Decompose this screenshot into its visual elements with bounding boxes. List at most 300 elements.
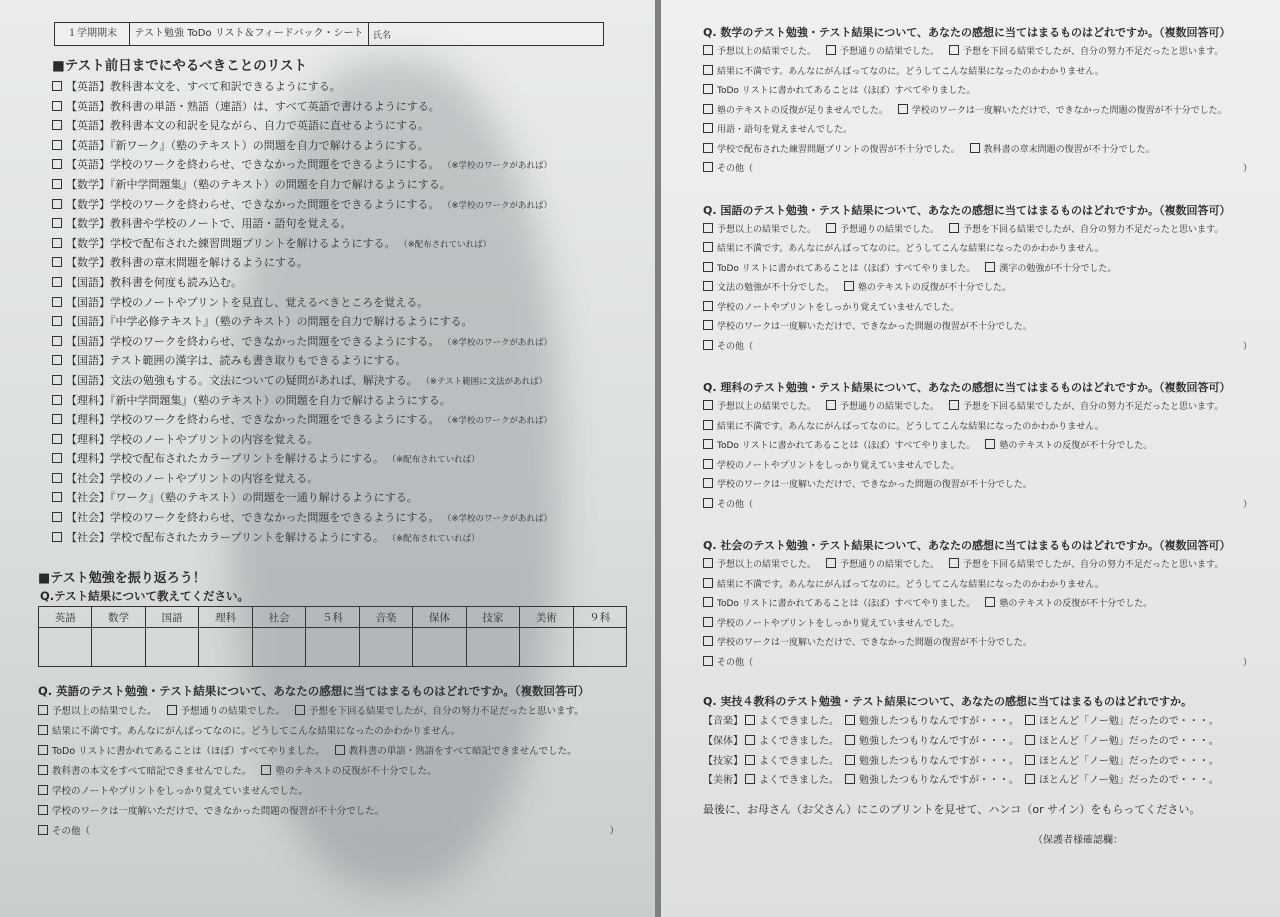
option-text: ToDo リストに書かれてあることは（ほぼ）すべてやりました。 (717, 599, 976, 609)
checkbox[interactable] (52, 355, 62, 365)
checkbox[interactable] (1025, 715, 1035, 725)
option-line (703, 279, 1260, 299)
closing-instruction: 最後に、お母さん（お父さん）にこのプリントを見せて、ハンコ（or サイン）をもらってください。 (703, 803, 1201, 817)
option-text: 教科書の単語・熟語をすべて暗記できませんでした。 (348, 746, 577, 758)
option-line (703, 398, 1260, 418)
option-text: 塾のテキストの反復が不十分でした。 (999, 441, 1153, 451)
checkbox[interactable] (703, 439, 713, 449)
checkbox[interactable] (703, 400, 713, 410)
score-cell[interactable] (39, 628, 92, 667)
arts-option-nostudy (1025, 716, 1219, 727)
option-line (38, 762, 627, 782)
arts-question-title: Q. 実技４教科のテスト勉強・テスト結果について、あなたの感想に当てはまるものはどれですか。 (703, 695, 1193, 708)
option-text: ほとんど「ノー勉」だったので・・・。 (1039, 735, 1219, 747)
option-text: 結果に不満です。あんなにがんばってなのに。どうしてこんな結果になったのかわかりません。 (717, 66, 1104, 77)
checkbox[interactable] (1025, 735, 1035, 745)
option-line (38, 702, 627, 722)
social-question-title: Q. 社会のテスト勉強・テスト結果について、あなたの感想に当てはまるものはどれですか。（複数回答可） (703, 539, 1231, 552)
checkbox[interactable] (52, 453, 62, 463)
option-text: 勉強したつもりなんですが・・・。 (859, 735, 1019, 747)
todo-item-text: 【数学】教科書や学校のノートで、用語・語句を覚える。 (66, 217, 352, 231)
checkbox[interactable] (703, 478, 713, 488)
other-close-paren: ） (1242, 657, 1252, 668)
checkbox[interactable] (826, 558, 836, 568)
option-line (703, 299, 1260, 319)
option-line (703, 496, 1260, 516)
other-close-paren: ） (1242, 341, 1252, 352)
todo-item (52, 234, 627, 254)
option-line (703, 338, 1260, 358)
japanese-question-title: Q. 国語のテスト勉強・テスト結果について、あなたの感想に当てはまるものはどれですか。（複数回答可） (703, 203, 1231, 217)
score-cell[interactable] (573, 628, 626, 667)
arts-option-good (745, 712, 845, 732)
todo-item-text: 【英語】『新ワーク』（塾のテキスト）の問題を自力で解けるようにする。 (66, 138, 429, 152)
arts-question (703, 693, 1260, 791)
option-line (703, 318, 1260, 338)
checkbox[interactable] (703, 558, 713, 568)
option-text: ToDo リストに書かれてあることは（ほぼ）すべてやりました。 (717, 263, 976, 274)
arts-subject: 【保体】 (703, 735, 743, 747)
subject-header: ５科 (306, 607, 359, 628)
option-text: その他（ (717, 164, 754, 174)
checkbox[interactable] (703, 498, 713, 508)
right-page (661, 0, 1280, 917)
todo-item-note: （※テスト範囲に文法があれば） (421, 376, 548, 387)
arts-subject: 【音楽】 (703, 716, 743, 727)
checkbox[interactable] (826, 223, 836, 233)
checkbox[interactable] (985, 597, 995, 607)
todo-item-note: （※学校のワークがあれば） (442, 514, 552, 525)
option-line (703, 141, 1260, 161)
option-text: 学校のワークは一度解いただけで、できなかった問題の復習が不十分でした。 (717, 480, 1032, 490)
todo-item-text: 【理科】『新中学問題集』（塾のテキスト）の問題を自力で解けるようにする。 (66, 393, 451, 407)
subject-header: 英語 (39, 607, 92, 628)
name-label: 氏名 (373, 30, 392, 41)
checkbox[interactable] (745, 774, 755, 784)
checkbox[interactable] (703, 420, 713, 430)
todo-item-text: 【理科】学校のノートやプリントの内容を覚える。 (66, 432, 319, 446)
todo-item-text: 【国語】教科書を何度も読み込む。 (66, 275, 242, 289)
arts-options (703, 712, 1260, 791)
todo-item-text: 【英語】教科書の単語・熟語（連語）は、すべて英語で書けるようにする。 (66, 99, 440, 113)
subject-header: 国語 (145, 607, 198, 628)
review-section-title: ■テスト勉強を振り返ろう！ (38, 571, 206, 587)
option-line (703, 576, 1260, 596)
option-line (703, 43, 1260, 63)
checkbox[interactable] (703, 143, 713, 153)
checkbox[interactable] (703, 301, 713, 311)
checkbox[interactable] (52, 414, 62, 424)
checkbox[interactable] (949, 558, 959, 568)
scores-table (38, 606, 627, 667)
checkbox[interactable] (52, 492, 62, 502)
checkbox[interactable] (703, 262, 713, 272)
todo-item-text: 【社会】学校で配布されたカラープリントを解けるようにする。 (66, 530, 385, 544)
todo-item-note: （※学校のワークがあれば） (442, 416, 552, 427)
todo-item (52, 391, 627, 411)
checkbox[interactable] (745, 735, 755, 745)
option-line (703, 221, 1260, 241)
option-text: 学校のワークは一度解いただけで、できなかった問題の復習が不十分でした。 (717, 638, 1032, 648)
japanese-question (703, 202, 1260, 358)
parent-sign-text: （保護者様確認欄： (1033, 835, 1123, 847)
math-question-title: Q. 数学のテスト勉強・テスト結果について、あなたの感想に当てはまるものはどれですか。（複数回答可） (703, 26, 1231, 39)
checkbox[interactable] (38, 805, 48, 815)
option-text: ToDo リストに書かれてあることは（ほぼ）すべてやりました。 (717, 441, 976, 451)
todo-item-note: （※学校のワークがあれば） (442, 161, 552, 172)
subject-header: 数学 (92, 607, 145, 628)
option-text: 結果に不満です。あんなにがんばってなのに。どうしてこんな結果になったのかわかりません。 (52, 726, 461, 738)
checkbox[interactable] (745, 755, 755, 765)
option-line (703, 437, 1260, 457)
arts-option-good (745, 732, 845, 752)
scores-header-row (39, 607, 627, 628)
todo-item-text: 【理科】学校のワークを終わらせ、できなかった問題をできるようにする。 (66, 413, 440, 427)
option-text: その他（ (717, 499, 754, 510)
todo-item (52, 253, 627, 273)
checkbox[interactable] (703, 65, 713, 75)
todo-item-text: 【国語】文法の勉強もする。文法についての疑問があれば、解決する。 (66, 373, 418, 387)
option-text: よくできました。 (759, 735, 839, 747)
scores-question: Q.テスト結果について教えてください。 (40, 589, 249, 604)
checkbox[interactable] (38, 745, 48, 755)
option-text: 予想を下回る結果でしたが、自分の努力不足だったと思います。 (963, 224, 1224, 235)
checkbox[interactable] (295, 705, 305, 715)
checkbox[interactable] (703, 123, 713, 133)
todo-item-text: 【英語】教科書本文を、すべて和訳できるようにする。 (66, 80, 341, 93)
option-text: 結果に不満です。あんなにがんばってなのに。どうしてこんな結果になったのかわかりません。 (717, 421, 1104, 432)
option-text: 塾のテキストの反復が不十分でした。 (858, 283, 1011, 293)
option-line (703, 615, 1260, 635)
todo-item-text: 【数学】教科書の章末問題を解けるようにする。 (66, 256, 308, 270)
option-text: 塾のテキストの反復が足りませんでした。 (717, 105, 888, 116)
subject-header: 社会 (252, 607, 305, 628)
todo-item-text: 【国語】テスト範囲の漢字は、読みも書き取りもできるようにする。 (66, 354, 407, 368)
option-text: 結果に不満です。あんなにがんばってなのに。どうしてこんな結果になったのかわかりません。 (717, 579, 1104, 590)
todo-item-text: 【国語】学校のノートやプリントを見直し、覚えるべきところを覚える。 (66, 295, 429, 309)
science-options (703, 398, 1260, 515)
checkbox[interactable] (844, 281, 854, 291)
term-label: １学期期末 (55, 23, 130, 45)
checkbox[interactable] (52, 336, 62, 346)
score-cell[interactable] (520, 628, 573, 667)
option-text: 学校のノートやプリントをしっかり覚えていませんでした。 (52, 786, 308, 798)
option-line (38, 822, 627, 842)
todo-item (52, 351, 627, 371)
checkbox[interactable] (845, 735, 855, 745)
checkbox[interactable] (38, 705, 48, 715)
scores-input-row (39, 628, 627, 667)
option-line (703, 634, 1260, 654)
sheet-title: テスト勉強 ToDo リスト＆フィードバック・シート (130, 23, 369, 45)
checkbox[interactable] (52, 375, 62, 385)
score-cell[interactable] (359, 628, 412, 667)
option-text: 勉強したつもりなんですが・・・。 (859, 755, 1019, 767)
option-text: ほとんど「ノー勉」だったので・・・。 (1039, 716, 1219, 727)
checkbox[interactable] (52, 297, 62, 307)
todo-item-text: 【数学】学校で配布された練習問題プリントを解けるようにする。 (66, 236, 396, 250)
todo-item-note: （※学校のワークがあれば） (442, 200, 552, 211)
checkbox[interactable] (703, 636, 713, 646)
checkbox[interactable] (703, 597, 713, 607)
todo-item (52, 116, 627, 136)
checkbox[interactable] (703, 281, 713, 291)
arts-subject: 【技家】 (703, 755, 743, 767)
option-text: 教科書の章末問題の復習が不十分でした。 (983, 144, 1155, 155)
option-text: ToDo リストに書かれてあることは（ほぼ）すべてやりました。 (52, 746, 325, 758)
todo-item (52, 508, 627, 528)
arts-row (703, 712, 1260, 732)
option-text: よくできました。 (759, 716, 839, 727)
arts-option-tried (845, 732, 1025, 752)
checkbox[interactable] (985, 262, 995, 272)
checkbox[interactable] (261, 765, 271, 775)
social-question (703, 537, 1260, 673)
option-line (703, 595, 1260, 615)
checkbox[interactable] (703, 242, 713, 252)
option-text: 予想以上の結果でした。 (717, 560, 817, 570)
checkbox[interactable] (703, 320, 713, 330)
option-text: 漢字の勉強が不十分でした。 (999, 263, 1117, 274)
option-line (703, 457, 1260, 477)
arts-subject: 【美術】 (703, 775, 743, 787)
option-line (703, 240, 1260, 260)
checkbox[interactable] (52, 101, 62, 111)
checkbox[interactable] (1025, 774, 1035, 784)
todo-item-note: （※配布されていれば） (387, 533, 480, 544)
option-text: 教科書の本文をすべて暗記できませんでした。 (52, 766, 252, 778)
option-text: その他（ (52, 826, 91, 838)
checkbox[interactable] (52, 512, 62, 522)
math-options (703, 43, 1260, 180)
checkbox[interactable] (703, 223, 713, 233)
arts-option-nostudy (1025, 736, 1219, 747)
arts-option-tried (845, 712, 1025, 732)
checkbox[interactable] (845, 774, 855, 784)
todo-item-text: 【数学】学校のワークを終わらせ、できなかった問題をできるようにする。 (66, 197, 440, 211)
checkbox[interactable] (52, 238, 62, 248)
option-line (38, 722, 627, 742)
option-line (38, 782, 627, 802)
todo-item (52, 214, 627, 234)
todo-list (52, 77, 627, 547)
todo-item-text: 【国語】学校のワークを終わらせ、できなかった問題をできるようにする。 (66, 334, 440, 348)
checkbox[interactable] (52, 316, 62, 326)
checkbox[interactable] (52, 81, 62, 91)
checkbox[interactable] (703, 617, 713, 627)
option-text: 予想を下回る結果でしたが、自分の努力不足だったと思います。 (963, 560, 1224, 570)
subject-header: 理科 (199, 607, 252, 628)
todo-item (52, 528, 627, 548)
checkbox[interactable] (52, 199, 62, 209)
checkbox[interactable] (52, 120, 62, 130)
option-line (703, 556, 1260, 576)
option-text: 塾のテキストの反復が不十分でした。 (999, 599, 1153, 609)
todo-item (52, 469, 627, 489)
option-text: 学校のワークは一度解いただけで、できなかった問題の復習が不十分でした。 (717, 322, 1032, 332)
todo-item (52, 488, 627, 508)
score-cell[interactable] (413, 628, 466, 667)
option-text: 用語・語句を覚えませんでした。 (717, 125, 853, 135)
option-text: 予想を下回る結果でしたが、自分の努力不足だったと思います。 (309, 706, 584, 718)
option-text: 勉強したつもりなんですが・・・。 (859, 716, 1019, 727)
option-text: 学校のワークは一度解いただけで、できなかった問題の復習が不十分でした。 (911, 105, 1227, 116)
checkbox[interactable] (970, 143, 980, 153)
checkbox[interactable] (703, 656, 713, 666)
checkbox[interactable] (52, 434, 62, 444)
todo-item-text: 【社会】学校のワークを終わらせ、できなかった問題をできるようにする。 (66, 511, 440, 525)
checkbox[interactable] (826, 400, 836, 410)
option-text: 予想を下回る結果でしたが、自分の努力不足だったと思います。 (963, 402, 1224, 412)
checkbox[interactable] (52, 395, 62, 405)
checkbox[interactable] (985, 439, 995, 449)
option-text: 予想以上の結果でした。 (52, 706, 157, 718)
todo-item (52, 410, 627, 430)
option-text: 勉強したつもりなんですが・・・。 (859, 775, 1019, 787)
arts-option-nostudy (1025, 775, 1219, 786)
arts-row (703, 732, 1260, 752)
checkbox[interactable] (703, 340, 713, 350)
todo-item-note: （※学校のワークがあれば） (442, 337, 552, 348)
option-text: よくできました。 (759, 755, 839, 767)
todo-item (52, 175, 627, 195)
todo-item (52, 293, 627, 313)
checkbox[interactable] (703, 459, 713, 469)
todo-item (52, 77, 627, 97)
checkbox[interactable] (52, 140, 62, 150)
todo-item (52, 449, 627, 469)
todo-item-text: 【社会】学校のノートやプリントの内容を覚える。 (66, 471, 319, 485)
option-text: 文法の勉強が不十分でした。 (717, 283, 835, 293)
todo-item-text: 【英語】教科書本文の和訳を見ながら、自力で英語に直せるようにする。 (66, 119, 429, 133)
checkbox[interactable] (52, 257, 62, 267)
subject-header: 音楽 (359, 607, 412, 628)
checkbox[interactable] (898, 104, 908, 114)
checkbox[interactable] (38, 765, 48, 775)
checkbox[interactable] (703, 45, 713, 55)
score-cell[interactable] (306, 628, 359, 667)
checkbox[interactable] (703, 104, 713, 114)
parent-sign-label (1033, 831, 1260, 846)
option-text: 予想以上の結果でした。 (717, 224, 817, 235)
checkbox[interactable] (52, 179, 62, 189)
social-options (703, 556, 1260, 673)
option-text: 予想通りの結果でした。 (840, 560, 940, 570)
science-question-title: Q. 理科のテスト勉強・テスト結果について、あなたの感想に当てはまるものはどれですか。（複数回答可） (703, 381, 1231, 394)
option-line (703, 63, 1260, 83)
english-question-title: Q. 英語のテスト勉強・テスト結果について、あなたの感想に当てはまるものはどれですか。（複数回答可） (38, 684, 590, 699)
checkbox[interactable] (1025, 755, 1035, 765)
option-line (703, 260, 1260, 280)
checkbox[interactable] (845, 715, 855, 725)
subject-header: 美術 (520, 607, 573, 628)
todo-item (52, 332, 627, 352)
score-cell[interactable] (252, 628, 305, 667)
checkbox[interactable] (949, 400, 959, 410)
todo-item (52, 371, 627, 391)
english-question (38, 683, 627, 842)
option-text: よくできました。 (759, 775, 839, 787)
score-cell[interactable] (199, 628, 252, 667)
todo-item (52, 312, 627, 332)
option-text: 予想通りの結果でした。 (180, 706, 286, 718)
option-text: 予想通りの結果でした。 (840, 224, 940, 235)
checkbox[interactable] (826, 45, 836, 55)
option-line (703, 121, 1260, 141)
option-text: 学校のワークは一度解いただけで、できなかった問題の復習が不十分でした。 (52, 806, 385, 818)
todo-item-text: 【国語】『中学必修テキスト』（塾のテキスト）の問題を自力で解けるようにする。 (66, 315, 473, 329)
checkbox[interactable] (52, 159, 62, 169)
checkbox[interactable] (38, 785, 48, 795)
option-text: 学校で配布された練習問題プリントの復習が不十分でした。 (717, 144, 960, 155)
option-text: ほとんど「ノー勉」だったので・・・。 (1039, 755, 1219, 767)
todo-item (52, 97, 627, 117)
arts-option-good (745, 752, 845, 772)
arts-option-tried (845, 771, 1025, 791)
option-text: 学校のノートやプリントをしっかり覚えていませんでした。 (717, 302, 960, 313)
option-line (703, 476, 1260, 496)
score-cell[interactable] (466, 628, 519, 667)
option-text: 塾のテキストの反復が不十分でした。 (275, 766, 437, 778)
arts-option-good (745, 771, 845, 791)
option-line (38, 802, 627, 822)
option-text: その他（ (717, 657, 754, 668)
arts-row (703, 771, 1260, 791)
japanese-options (703, 221, 1260, 358)
checkbox[interactable] (38, 725, 48, 735)
option-text: ほとんど「ノー勉」だったので・・・。 (1039, 775, 1219, 787)
subject-header: ９科 (573, 607, 626, 628)
score-cell[interactable] (92, 628, 145, 667)
checkbox[interactable] (845, 755, 855, 765)
option-text: 学校のノートやプリントをしっかり覚えていませんでした。 (717, 618, 960, 629)
option-text: 予想通りの結果でした。 (840, 402, 940, 412)
other-close-paren: ） (1242, 164, 1252, 174)
header-box (54, 22, 604, 46)
checkbox[interactable] (52, 277, 62, 287)
option-line (38, 742, 627, 762)
subject-header: 保体 (413, 607, 466, 628)
score-cell[interactable] (145, 628, 198, 667)
checkbox[interactable] (52, 473, 62, 483)
math-question (703, 24, 1260, 180)
checkbox[interactable] (52, 532, 62, 542)
checkbox[interactable] (703, 162, 713, 172)
checkbox[interactable] (335, 745, 345, 755)
option-text: 学校のノートやプリントをしっかり覚えていませんでした。 (717, 460, 960, 471)
arts-row (703, 752, 1260, 772)
checkbox[interactable] (745, 715, 755, 725)
other-close-paren: ） (609, 826, 619, 838)
checkbox[interactable] (38, 825, 48, 835)
todo-section-title: ■テスト前日までにやるべきことのリスト (52, 58, 307, 74)
arts-option-nostudy (1025, 756, 1219, 767)
checkbox[interactable] (167, 705, 177, 715)
checkbox[interactable] (52, 218, 62, 228)
option-line (703, 418, 1260, 438)
todo-item (52, 273, 627, 293)
option-line (703, 654, 1260, 674)
todo-item-text: 【英語】学校のワークを終わらせ、できなかった問題をできるようにする。 (66, 158, 440, 172)
checkbox[interactable] (949, 223, 959, 233)
todo-item (52, 195, 627, 215)
checkbox[interactable] (949, 45, 959, 55)
checkbox[interactable] (703, 578, 713, 588)
other-close-paren: ） (1242, 499, 1252, 510)
option-text: 予想を下回る結果でしたが、自分の努力不足だったと思います。 (963, 47, 1224, 57)
todo-item (52, 430, 627, 450)
checkbox[interactable] (703, 84, 713, 94)
